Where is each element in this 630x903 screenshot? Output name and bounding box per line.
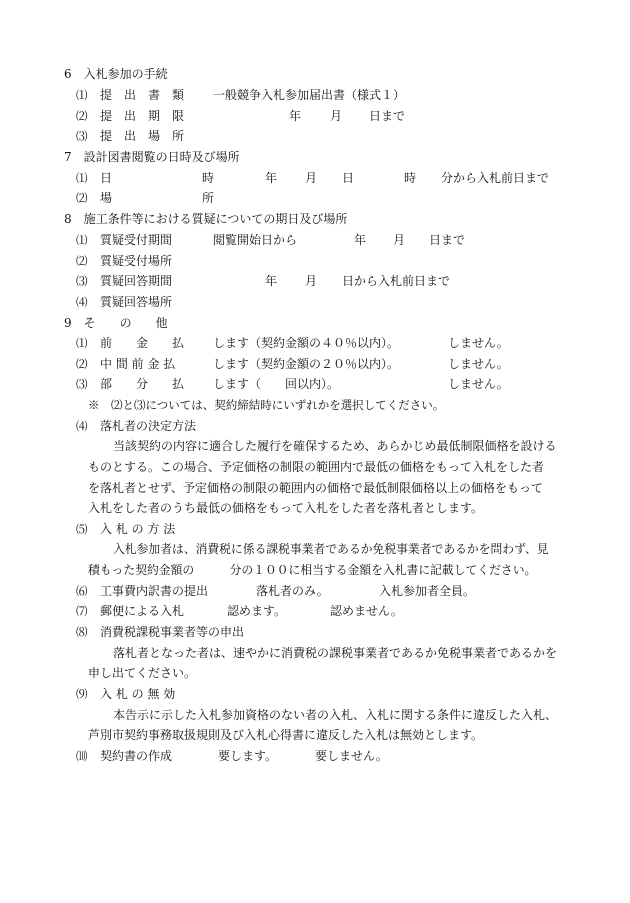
item-number: ⑻ bbox=[76, 625, 88, 639]
section-6-heading: 6 入札参加の手続 bbox=[64, 67, 168, 81]
item-number: ⑴ bbox=[76, 88, 88, 102]
item-label: 部 分 払 bbox=[100, 377, 185, 391]
item-label: 場 bbox=[100, 191, 113, 205]
item-label: 提 出 場 所 bbox=[100, 129, 185, 143]
item-number: ⑼ bbox=[76, 687, 88, 701]
paragraph-line: 入札参加者は、消費税に係る課税事業者であるか免税事業者であるかを問わず、見 bbox=[113, 542, 549, 556]
item-label: 入 札 の 方 法 bbox=[100, 522, 176, 536]
option-b: 認めません。 bbox=[330, 604, 403, 618]
option-a: 認めます。 bbox=[227, 604, 287, 618]
note-text: ※ ⑵と⑶については、契約締結時にいずれかを選択してください。 bbox=[88, 398, 445, 412]
item-label-part: 所 bbox=[202, 191, 215, 205]
paragraph-line: ものとする。この場合、予定価格の制限の範囲内で最低の価格をもって入札をした者 bbox=[88, 460, 545, 474]
item-number: ⑽ bbox=[76, 749, 88, 763]
item-number: ⑵ bbox=[76, 191, 88, 205]
year-label: 年 bbox=[289, 109, 302, 123]
item-label: 質疑受付場所 bbox=[100, 254, 173, 268]
paragraph-line: 申し出てください。 bbox=[88, 666, 197, 680]
option-a: 落札者のみ。 bbox=[256, 584, 329, 598]
section-8-heading: 8 施工条件等における質疑についての期日及び場所 bbox=[64, 212, 348, 226]
item-label: 契約書の作成 bbox=[100, 749, 173, 763]
paragraph-line: 当該契約の内容に適合した履行を確保するため、あらかじめ最低制限価格を設ける bbox=[113, 439, 557, 453]
item-label: 前 金 払 bbox=[100, 336, 185, 350]
item-number: ⑸ bbox=[76, 522, 88, 536]
item-number: ⑵ bbox=[76, 254, 88, 268]
item-number: ⑺ bbox=[76, 604, 88, 618]
item-label: 消費税課税事業者等の申出 bbox=[100, 625, 245, 639]
item-number: ⑶ bbox=[76, 274, 88, 288]
item-number: ⑹ bbox=[76, 584, 88, 598]
option-b: 要しません。 bbox=[315, 749, 388, 763]
item-number: ⑶ bbox=[76, 377, 88, 391]
item-label: 入 札 の 無 効 bbox=[100, 687, 176, 701]
item-label: 提 出 期 限 bbox=[100, 109, 185, 123]
paragraph-line: 芦別市契約事務取扱規則及び入札心得書に違反した入札は無効とします。 bbox=[88, 728, 484, 742]
option-no: しません。 bbox=[448, 377, 509, 391]
day-until-label: 日まで bbox=[369, 109, 406, 123]
section-7-heading: 7 設計図書閲覧の日時及び場所 bbox=[64, 150, 240, 164]
paragraph-line: 落札者となった者は、速やかに消費税の課税事業者であるか免税事業者であるかを bbox=[113, 646, 558, 660]
paragraph-line: を落札者とせず、予定価格の制限の範囲内の価格で最低制限価格以上の価格をもって bbox=[88, 481, 544, 495]
section-9-heading: 9 そ の 他 bbox=[64, 316, 168, 330]
year-label: 年 bbox=[354, 233, 367, 247]
item-number: ⑷ bbox=[76, 295, 88, 309]
item-label: 質疑受付期間 bbox=[100, 233, 173, 247]
item-number: ⑴ bbox=[76, 336, 88, 350]
month-label: 月 bbox=[305, 274, 318, 288]
item-value: 閲覧開始日から bbox=[213, 233, 298, 247]
item-number: ⑵ bbox=[76, 109, 88, 123]
minute-until-label: 分から入札前日まで bbox=[441, 171, 550, 185]
item-label: 質疑回答期間 bbox=[100, 274, 173, 288]
item-label: 提 出 書 類 bbox=[100, 88, 185, 102]
paragraph-line: 積もった契約金額の 分の１００に相当する金額を入札書に記載してください。 bbox=[88, 563, 537, 577]
item-label: 日 bbox=[100, 171, 113, 185]
year-label: 年 bbox=[265, 171, 278, 185]
hour-label: 時 bbox=[404, 171, 417, 185]
month-label: 月 bbox=[305, 171, 318, 185]
item-label: 郵便による入札 bbox=[100, 604, 185, 618]
item-number: ⑴ bbox=[76, 171, 88, 185]
day-until-label: 日から入札前日まで bbox=[342, 274, 451, 288]
item-label: 落札者の決定方法 bbox=[100, 419, 197, 433]
year-label: 年 bbox=[265, 274, 278, 288]
item-label: 工事費内訳書の提出 bbox=[100, 584, 209, 598]
item-number: ⑴ bbox=[76, 233, 88, 247]
item-label: 中 間 前 金 払 bbox=[100, 357, 176, 371]
month-label: 月 bbox=[393, 233, 406, 247]
item-number: ⑶ bbox=[76, 129, 88, 143]
option-a: 要します。 bbox=[218, 749, 278, 763]
paragraph-line: 本告示に示した入札参加資格のない者の入札、入札に関する条件に違反した入札、 bbox=[113, 708, 558, 722]
day-until-label: 日まで bbox=[429, 233, 466, 247]
item-number: ⑷ bbox=[76, 419, 88, 433]
day-label: 日 bbox=[342, 171, 355, 185]
item-number: ⑵ bbox=[76, 357, 88, 371]
option-yes: します（ 回以内）。 bbox=[213, 377, 340, 391]
item-label-part: 時 bbox=[202, 171, 215, 185]
month-label: 月 bbox=[330, 109, 343, 123]
option-no: しません。 bbox=[448, 357, 509, 371]
option-yes: します（契約金額の２０％以内）。 bbox=[213, 357, 400, 371]
option-b: 入札参加者全員。 bbox=[379, 584, 476, 598]
item-label: 質疑回答場所 bbox=[100, 295, 173, 309]
option-no: しません。 bbox=[448, 336, 509, 350]
option-yes: します（契約金額の４０％以内）。 bbox=[213, 336, 400, 350]
paragraph-line: 入札をした者のうち最低の価格をもって入札をした者を落札者とします。 bbox=[88, 501, 484, 515]
item-value: 一般競争入札参加届出書（様式１） bbox=[213, 88, 406, 102]
